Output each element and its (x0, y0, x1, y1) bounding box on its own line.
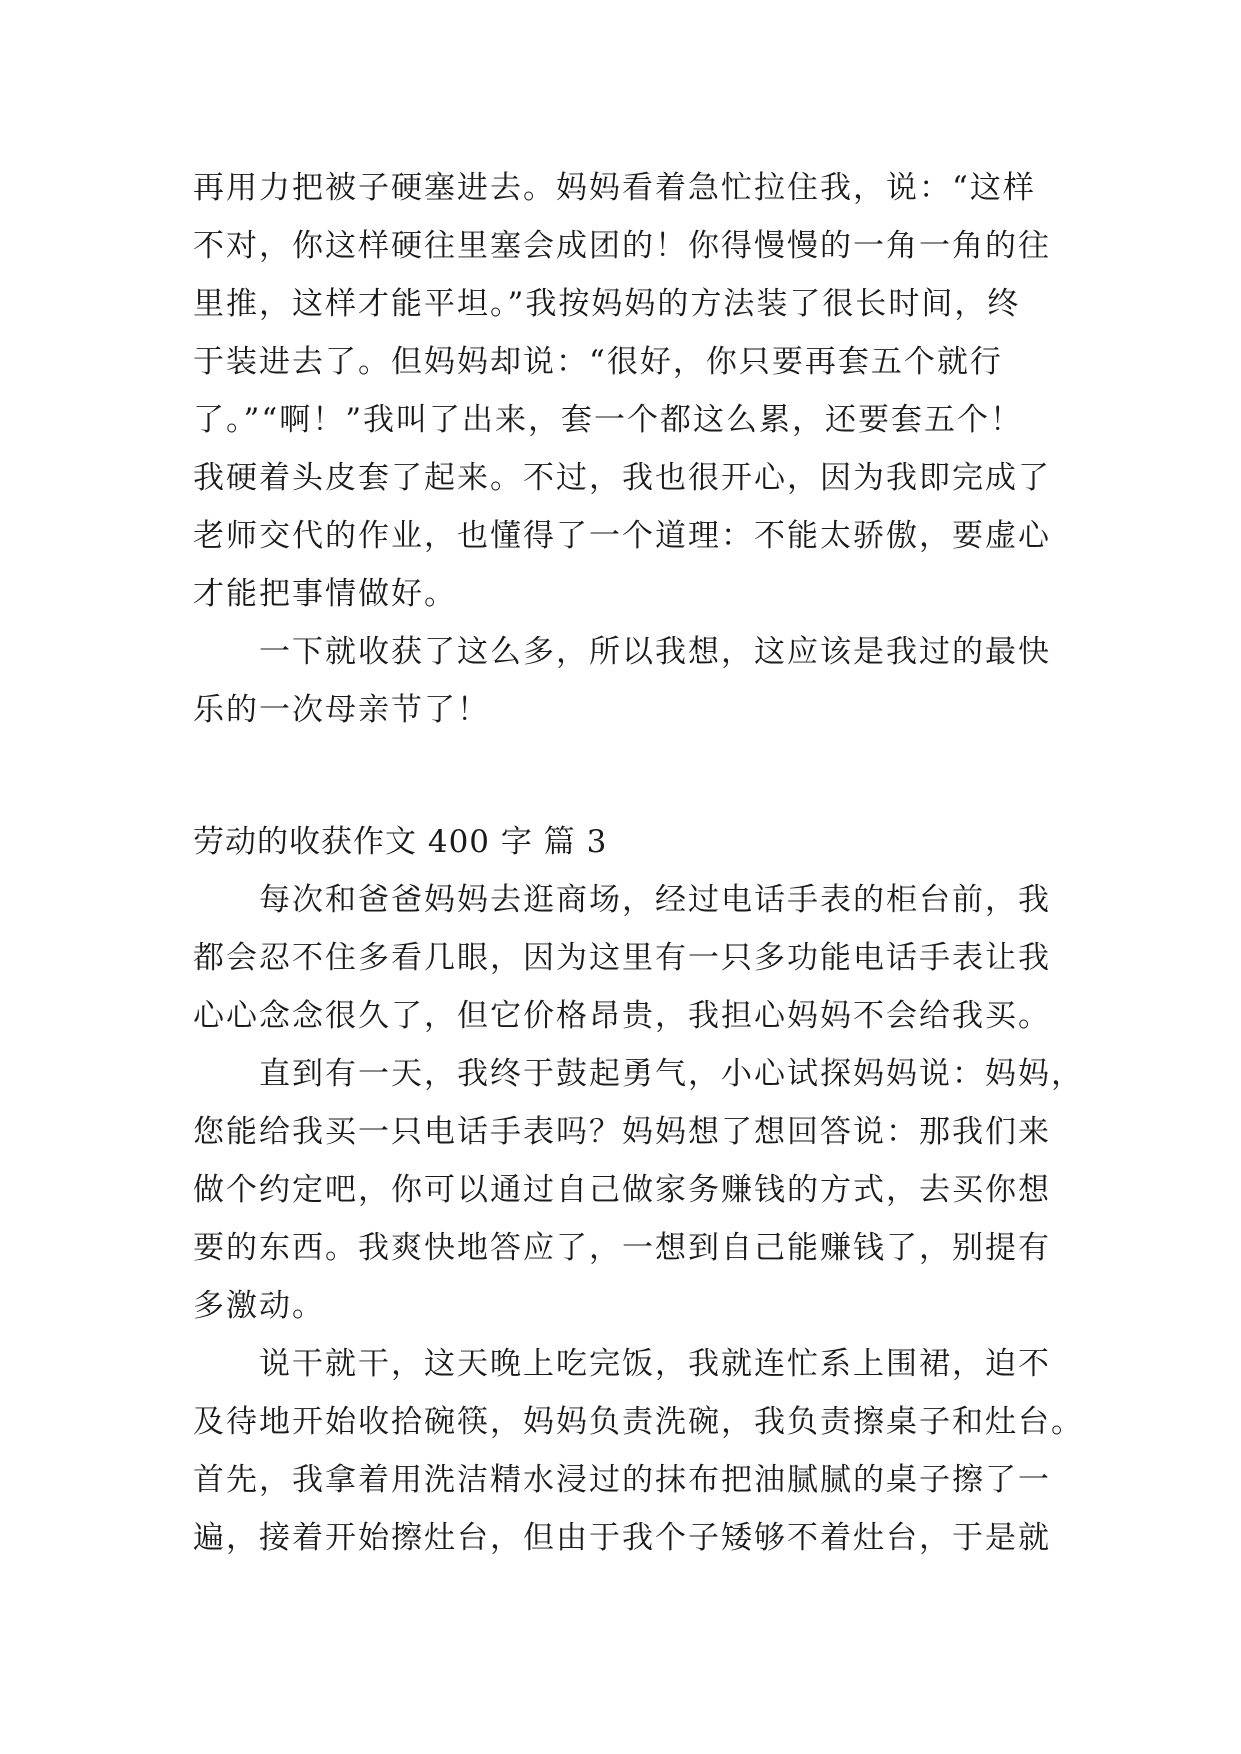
text-line: 首先，我拿着用洗洁精水浸过的抹布把油腻腻的桌子擦了一 (193, 1462, 1051, 1498)
text-line: 了。”“啊！”我叫了出来，套一个都这么累，还要套五个！ (193, 402, 1024, 438)
text-line: 多激动。 (193, 1288, 325, 1324)
paragraph-first-line: 每次和爸爸妈妈去逛商场，经过电话手表的柜台前，我 (259, 882, 1051, 918)
text-line: 都会忍不住多看几眼，因为这里有一只多功能电话手表让我 (193, 940, 1051, 976)
text-line: 遍，接着开始擦灶台，但由于我个子矮够不着灶台，于是就 (193, 1520, 1051, 1556)
document-body (193, 159, 1084, 1567)
text-line: 做个约定吧，你可以通过自己做家务赚钱的方式，去买你想 (193, 1172, 1051, 1208)
text-line: 要的东西。我爽快地答应了，一想到自己能赚钱了，别提有 (193, 1230, 1051, 1266)
text-line: 我硬着头皮套了起来。不过，我也很开心，因为我即完成了 (193, 460, 1051, 496)
paragraph-first-line: 说干就干，这天晚上吃完饭，我就连忙系上围裙，迫不 (259, 1346, 1051, 1382)
section-title: 劳动的收获作文 400 字 篇 3 (193, 824, 608, 860)
text-line: 才能把事情做好。 (193, 576, 457, 612)
text-line: 乐的一次母亲节了！ (193, 692, 490, 728)
section-text (193, 871, 1084, 1567)
text-line: 再用力把被子硬塞进去。妈妈看着急忙拉住我，说：“这样 (193, 170, 1036, 206)
previous-section-text (193, 159, 1073, 739)
paragraph-first-line: 一下就收获了这么多，所以我想，这应该是我过的最快 (259, 634, 1051, 670)
text-line: 您能给我买一只电话手表吗？妈妈想了想回答说：那我们来 (193, 1114, 1051, 1150)
text-line: 心心念念很久了，但它价格昂贵，我担心妈妈不会给我买。 (193, 998, 1051, 1034)
text-line: 不对，你这样硬往里塞会成团的！你得慢慢的一角一角的往 (193, 228, 1051, 264)
text-line: 及待地开始收拾碗筷，妈妈负责洗碗，我负责擦桌子和灶台。 (193, 1404, 1084, 1440)
text-line: 于装进去了。但妈妈却说：“很好，你只要再套五个就行 (193, 344, 1003, 380)
text-line: 里推，这样才能平坦。”我按妈妈的方法装了很长时间，终 (193, 286, 1021, 322)
section-gap (193, 739, 1073, 813)
text-line: 老师交代的作业，也懂得了一个道理：不能太骄傲，要虚心 (193, 518, 1051, 554)
paragraph-first-line: 直到有一天，我终于鼓起勇气，小心试探妈妈说：妈妈， (259, 1056, 1084, 1092)
